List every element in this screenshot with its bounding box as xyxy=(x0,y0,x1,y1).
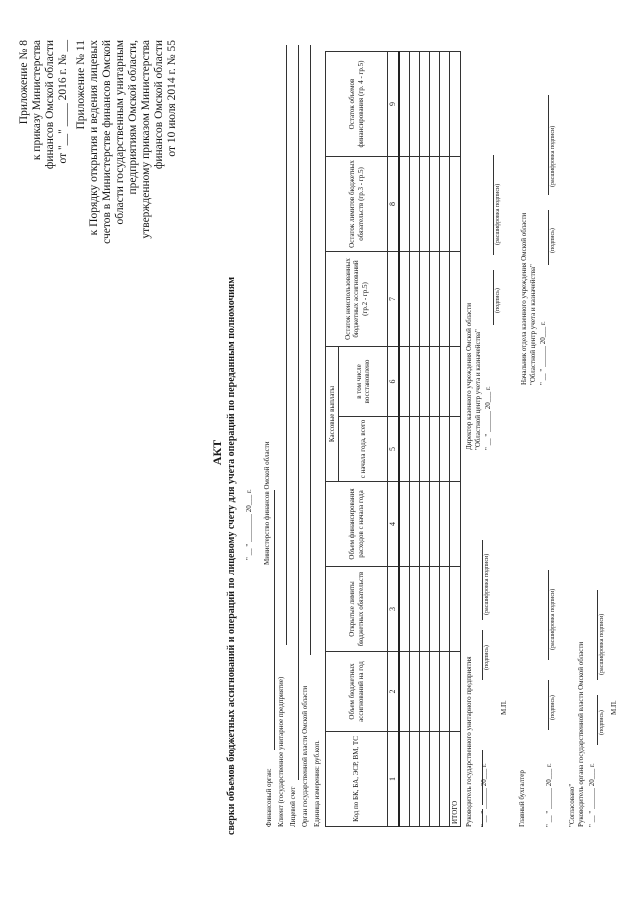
authority-head-label: Руководитель органа государственной власти Омской области xyxy=(577,641,585,827)
column-number: 4 xyxy=(388,482,400,567)
appendix-11-line2: к Порядку открытия и ведения лицевых xyxy=(88,40,100,236)
appendix-8-line1: Приложение № 8 xyxy=(18,40,30,125)
account-label: Лицевой счет xyxy=(289,786,297,827)
appendix-8-block xyxy=(18,40,70,169)
director-signature-caption: (подпись) xyxy=(495,288,501,313)
total-row xyxy=(450,51,461,826)
column-number: 6 xyxy=(388,346,400,416)
authority-signature-caption: (подпись) xyxy=(599,710,605,735)
column-number: 5 xyxy=(388,417,400,482)
appendix-11-line7: финансов Омской области xyxy=(153,40,165,170)
column-number: 9 xyxy=(388,51,400,156)
appendix-11-line6: утвержденному приказом Министерства xyxy=(140,40,152,239)
appendix-11-block xyxy=(75,40,179,244)
authority-stamp: М.П. xyxy=(610,700,618,715)
financial-org-value: Министерство финансов Омской области xyxy=(263,441,271,565)
column-number: 7 xyxy=(388,251,400,346)
director-date: " __ " ______ 20___ г. xyxy=(484,386,492,450)
director-decoding-caption: (расшифровка подписи) xyxy=(495,183,501,245)
head-date: " __ " ______ 20___ г. xyxy=(480,763,488,827)
table-row xyxy=(410,51,420,826)
appendix-8-line3: финансов Омской области xyxy=(44,40,56,170)
authority-decoding-caption: (расшифровка подписи) xyxy=(599,613,605,675)
dept-head-org: "Областной центр учета и казначейства" xyxy=(529,264,537,385)
header-volume-ba: Объем бюджетных ассигнований на год xyxy=(326,652,388,732)
authority-label: Орган государственной власти Омской области xyxy=(301,685,309,827)
header-unused-ba: Остаток неиспользованных бюджетных ассигнований (гр.2 - гр.5) xyxy=(326,251,388,346)
table-row xyxy=(430,51,440,826)
head-label: Руководитель государственного унитарного предприятия xyxy=(465,656,473,827)
agreed-label: "Согласовано" xyxy=(568,783,576,827)
chief-accountant-label: Главный бухгалтер xyxy=(518,770,526,827)
table-row xyxy=(399,51,410,826)
accountant-signature-caption: (подпись) xyxy=(550,695,556,720)
table-row xyxy=(420,51,430,826)
header-open-limits: Открытые лимиты бюджетных обязательств xyxy=(326,567,388,652)
act-title: АКТ xyxy=(210,439,224,466)
column-number: 8 xyxy=(388,156,400,251)
director-label: Директор казенного учреждения Омской области xyxy=(465,303,473,450)
client-label: Клиент (государственное унитарное предприятие) xyxy=(277,676,285,827)
financial-org-label: Финансовый орган: xyxy=(265,768,273,827)
appendix-11-line8: от 10 июля 2014 г. № 55 xyxy=(166,40,178,157)
head-decoding-caption: (расшифровка подписи) xyxy=(484,553,490,615)
act-subtitle: сверки объемов бюджетных ассигнований и операций по лицевому счету для учета операций по переданным полномочиям xyxy=(226,276,237,835)
header-cash-total: с начала года, всего xyxy=(339,417,388,482)
table-row xyxy=(440,51,450,826)
authority-head-date: " __ " ______ 20___ г. xyxy=(588,763,596,827)
column-number: 2 xyxy=(388,652,400,732)
director-org: "Областной центр учета и казначейства" xyxy=(474,329,482,450)
appendix-11-line3: счетов в Министерстве финансов Омской xyxy=(101,40,113,244)
dept-head-signature-caption: (подпись) xyxy=(550,228,556,253)
dept-head-label: Начальник отдела казенного учреждения Омской области xyxy=(520,212,528,385)
column-number: 1 xyxy=(388,732,400,827)
column-number: 3 xyxy=(388,567,400,652)
header-funding-rest: Остаток объемов финансирования (гр. 4 - гр.5) xyxy=(326,51,388,156)
chief-accountant-date: " __ " ______ 20___ г. xyxy=(545,763,553,827)
unit-label: Единица измерения: руб.коп. xyxy=(313,740,321,827)
appendix-8-line2: к приказу Министерства xyxy=(31,40,43,161)
appendix-8-line4: от "__" ____ 2016 г. № __ xyxy=(57,40,69,164)
head-stamp: М.П. xyxy=(500,700,508,715)
dept-head-decoding-caption: (расшифровка подписи) xyxy=(550,125,556,187)
appendix-11-line1: Приложение № 11 xyxy=(75,40,87,130)
total-label: ИТОГО xyxy=(450,732,461,827)
reconciliation-table xyxy=(325,51,461,827)
act-date-line: " __ " ________ 20___ г. xyxy=(245,489,253,560)
appendix-11-line4: области государственным унитарным xyxy=(114,40,126,225)
head-signature-caption: (подпись) xyxy=(484,645,490,670)
header-cash-group: Кассовые выплаты xyxy=(326,346,339,481)
header-code: Код по БК, БА, ЭСР, ВМ, ТС xyxy=(326,732,388,827)
header-unused-limits: Остаток лимитов бюджетных обязательств (гр.3 - гр.5) xyxy=(326,156,388,251)
dept-head-date: " __ " ______ 20___ г. xyxy=(539,321,547,385)
appendix-11-line5: предприятиям Омской области, xyxy=(127,40,139,195)
header-cash-restored: в том числе восстановлено xyxy=(339,346,388,416)
accountant-decoding-caption: (расшифровка подписи) xyxy=(550,588,556,650)
header-funding-volume: Объем финансирования расходов с начала года xyxy=(326,482,388,567)
